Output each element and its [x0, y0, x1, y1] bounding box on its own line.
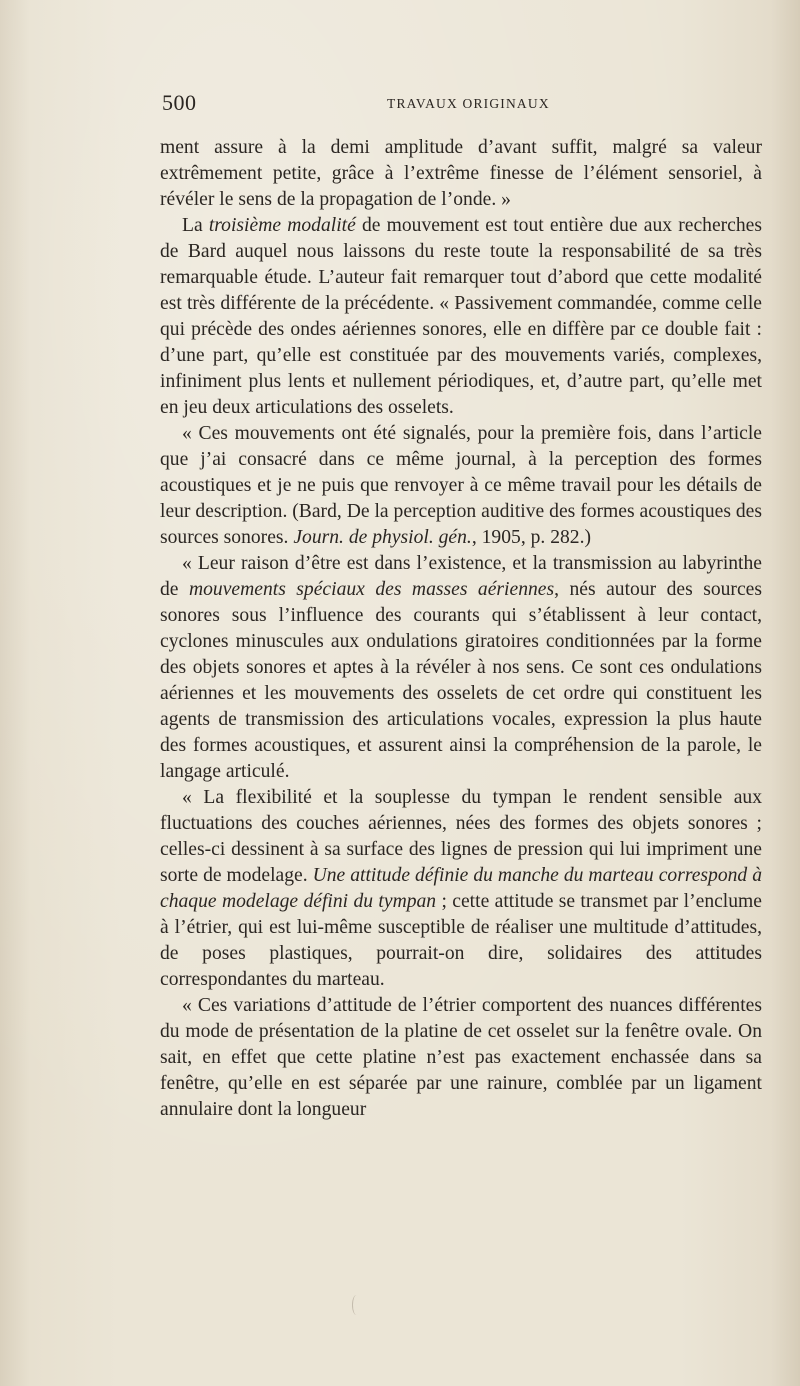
italic-span: mouvements spéciaux des masses aériennes [188, 579, 555, 600]
text-span: de mouvement est tout entière due aux recherches de Bard auquel nous laissons du reste toute la responsabilité de sa très remarquable étude. L’auteur fait remarquer tout d’abord que cette modalité est très différente de la précédente. « Passivement commandée, comme celle qui précède des ondes aériennes sonores, elle en diffère par ce double fait : d’une part, qu’elle est constituée par des mouvements variés, complexes, infiniment plus lents et nullement périodiques, et, d’autre part, qu’elle met en jeu deux articulations des osselets. [160, 215, 762, 418]
paragraph-5 [160, 785, 762, 993]
paragraph-6 [160, 993, 762, 1123]
paragraph-4 [160, 551, 762, 785]
page-number: 500 [162, 90, 197, 115]
text-span: « La flexibilité et la souplesse du tympan le rendent sensible aux fluctuations des couches aériennes, nées des formes des objets sonores ; celles-ci dessinent à sa surface des lignes de pression qui lui impriment une sorte de modelage. [160, 787, 762, 886]
body-text [160, 135, 762, 1123]
paragraph-2 [160, 213, 762, 421]
text-span: , 1905, p. 282.) [471, 527, 592, 548]
text-span: ; cette attitude se transmet par l’enclume à l’étrier, qui est lui-même susceptible de réaliser une multitude d’attitudes, de poses plastiques, pourrait-on dire, solidaires des attitudes correspondantes du marteau. [160, 891, 762, 990]
running-head [162, 90, 762, 120]
text-span: ment assure à la demi amplitude d’avant suffit, malgré sa valeur extrêmement petite, grâce à l’extrême finesse de l’élément sensoriel, à révéler le sens de la propagation de l’onde. » [160, 137, 762, 210]
text-span: « Leur raison d’être est dans l’existence, et la transmission au labyrinthe de [160, 553, 762, 600]
paragraph-3 [160, 421, 762, 551]
running-title: TRAVAUX ORIGINAUX [387, 96, 550, 111]
text-span: La [182, 215, 209, 236]
paragraph-1 [160, 135, 762, 213]
text-span: « Ces mouvements ont été signalés, pour la première fois, dans l’article que j’ai consacré dans ce même journal, à la perception des formes acoustiques et je ne puis que renvoyer à ce même travail pour les détails de leur description. (Bard, De la perception auditive des formes acoustiques des sources sonores. [160, 423, 762, 548]
paper-mark [352, 1295, 361, 1315]
italic-span: Une attitude définie du manche du marteau correspond à chaque modelage défini du tympan [160, 865, 763, 912]
italic-span: troisième modalité [208, 215, 356, 236]
italic-span: Journ. de physiol. gén. [293, 527, 472, 548]
text-span: « Ces variations d’attitude de l’étrier comportent des nuances différentes du mode de présentation de la platine de cet osselet sur la fenêtre ovale. On sait, en effet que cette platine n’est pas exactement enchassée dans sa fenêtre, qu’elle en est séparée par une rainure, comblée par un ligament annulaire dont la longueur [160, 995, 762, 1120]
text-span: , nés autour des sources sonores sous l’influence des courants qui s’établissent à leur contact, cyclones minuscules aux ondulations giratoires conditionnées par la forme des objets sonores et aptes à la révéler à nos sens. Ce sont ces ondulations aériennes et les mouvements des osselets de cet ordre qui constituent les agents de transmission des articulations vocales, expression la plus haute des formes acoustiques, et assurent ainsi la compréhension de la parole, le langage articulé. [160, 579, 762, 782]
